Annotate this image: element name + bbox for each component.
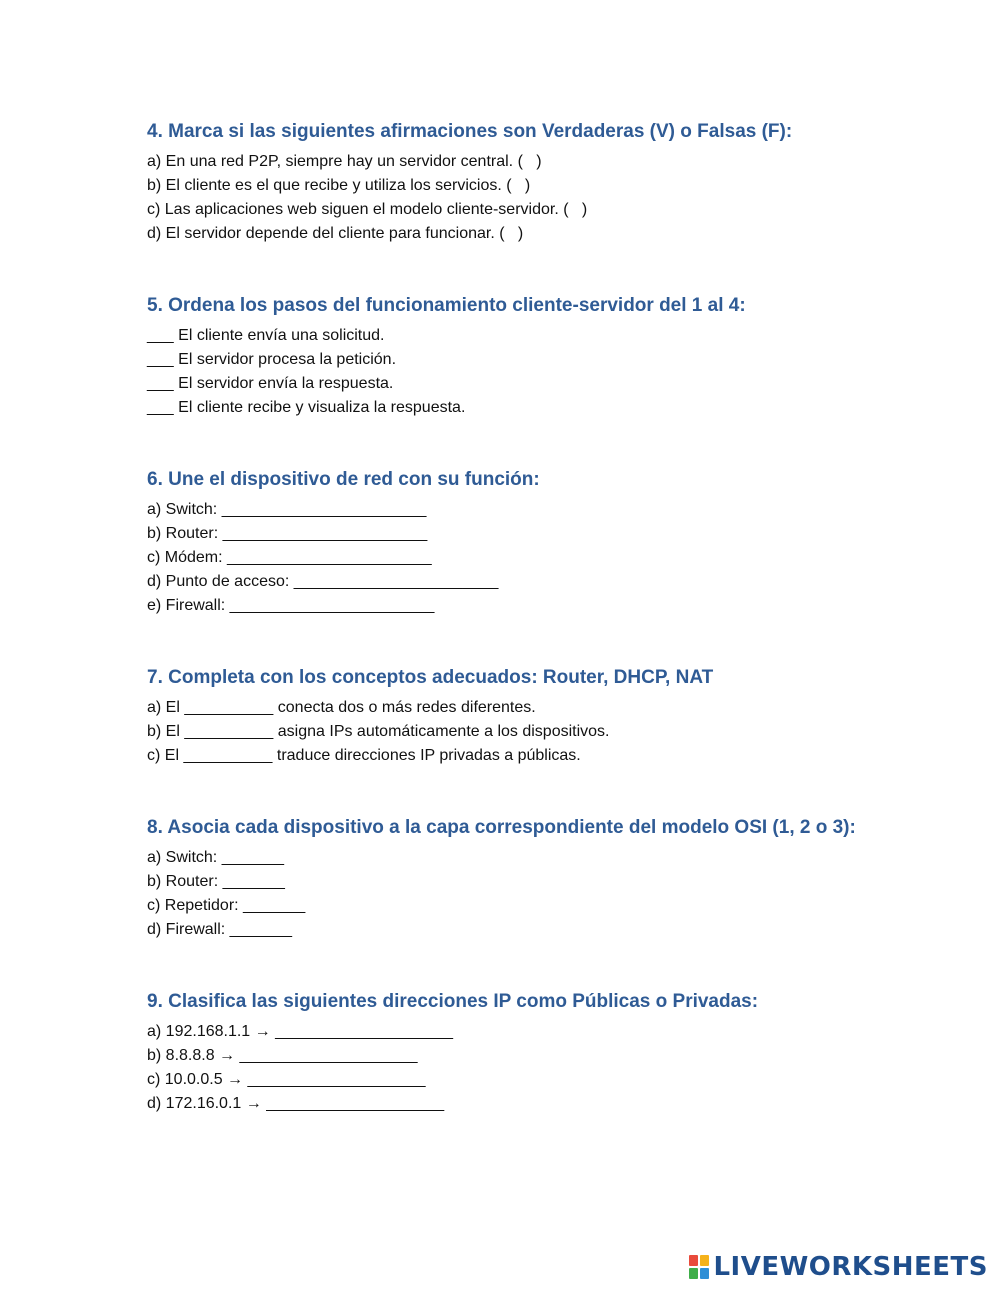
statement-b[interactable]: b) El cliente es el que recibe y utiliza los servicios. ( ) (147, 177, 531, 194)
question-heading: 9. Clasifica las siguientes direcciones IP como Públicas o Privadas: (147, 991, 759, 1012)
device-item-modem[interactable]: c) Módem: _______________________ (147, 549, 432, 566)
liveworksheets-logo (689, 1252, 988, 1282)
statement-c[interactable]: c) Las aplicaciones web siguen el modelo cliente-servidor. ( ) (147, 201, 588, 218)
step-item[interactable]: ___ El cliente envía una solicitud. (147, 327, 385, 344)
step-item[interactable]: ___ El cliente recibe y visualiza la respuesta. (147, 399, 466, 416)
question-heading: 6. Une el dispositivo de red con su función: (147, 469, 540, 490)
fill-blank-item[interactable]: c) El __________ traduce direcciones IP privadas a públicas. (147, 747, 581, 764)
question-9 (147, 986, 867, 1116)
ip-item[interactable]: b) 8.8.8.8 → ____________________ (147, 1047, 418, 1064)
question-heading: 8. Asocia cada dispositivo a la capa correspondiente del modelo OSI (1, 2 o 3): (147, 817, 856, 838)
logo-mark-icon (689, 1255, 709, 1279)
question-8 (147, 812, 867, 942)
ip-item[interactable]: d) 172.16.0.1 → ____________________ (147, 1095, 445, 1112)
question-heading: 5. Ordena los pasos del funcionamiento cliente-servidor del 1 al 4: (147, 295, 746, 316)
step-item[interactable]: ___ El servidor procesa la petición. (147, 351, 397, 368)
logo-mark-cell (700, 1255, 709, 1266)
logo-mark-cell (689, 1268, 698, 1279)
worksheet-page (147, 116, 867, 1160)
device-item-firewall[interactable]: e) Firewall: _______________________ (147, 597, 435, 614)
osi-item-repeater[interactable]: c) Repetidor: _______ (147, 897, 306, 914)
osi-item-switch[interactable]: a) Switch: _______ (147, 849, 284, 866)
step-item[interactable]: ___ El servidor envía la respuesta. (147, 375, 394, 392)
question-7 (147, 662, 867, 768)
statement-d[interactable]: d) El servidor depende del cliente para funcionar. ( ) (147, 225, 524, 242)
device-item-router[interactable]: b) Router: _______________________ (147, 525, 428, 542)
logo-text: LIVEWORKSHEETS (713, 1252, 988, 1282)
device-item-switch[interactable]: a) Switch: _______________________ (147, 501, 427, 518)
question-heading: 4. Marca si las siguientes afirmaciones son Verdaderas (V) o Falsas (F): (147, 121, 793, 142)
logo-mark-cell (689, 1255, 698, 1266)
ip-item[interactable]: a) 192.168.1.1 → ____________________ (147, 1023, 454, 1040)
question-6 (147, 464, 867, 618)
device-item-access-point[interactable]: d) Punto de acceso: _______________________ (147, 573, 499, 590)
osi-item-firewall[interactable]: d) Firewall: _______ (147, 921, 292, 938)
logo-mark-cell (700, 1268, 709, 1279)
question-5 (147, 290, 867, 420)
statement-a[interactable]: a) En una red P2P, siempre hay un servidor central. ( ) (147, 153, 542, 170)
osi-item-router[interactable]: b) Router: _______ (147, 873, 285, 890)
question-heading: 7. Completa con los conceptos adecuados: Router, DHCP, NAT (147, 667, 714, 688)
fill-blank-item[interactable]: a) El __________ conecta dos o más redes diferentes. (147, 699, 536, 716)
ip-item[interactable]: c) 10.0.0.5 → ____________________ (147, 1071, 426, 1088)
question-4 (147, 116, 867, 246)
fill-blank-item[interactable]: b) El __________ asigna IPs automáticamente a los dispositivos. (147, 723, 610, 740)
